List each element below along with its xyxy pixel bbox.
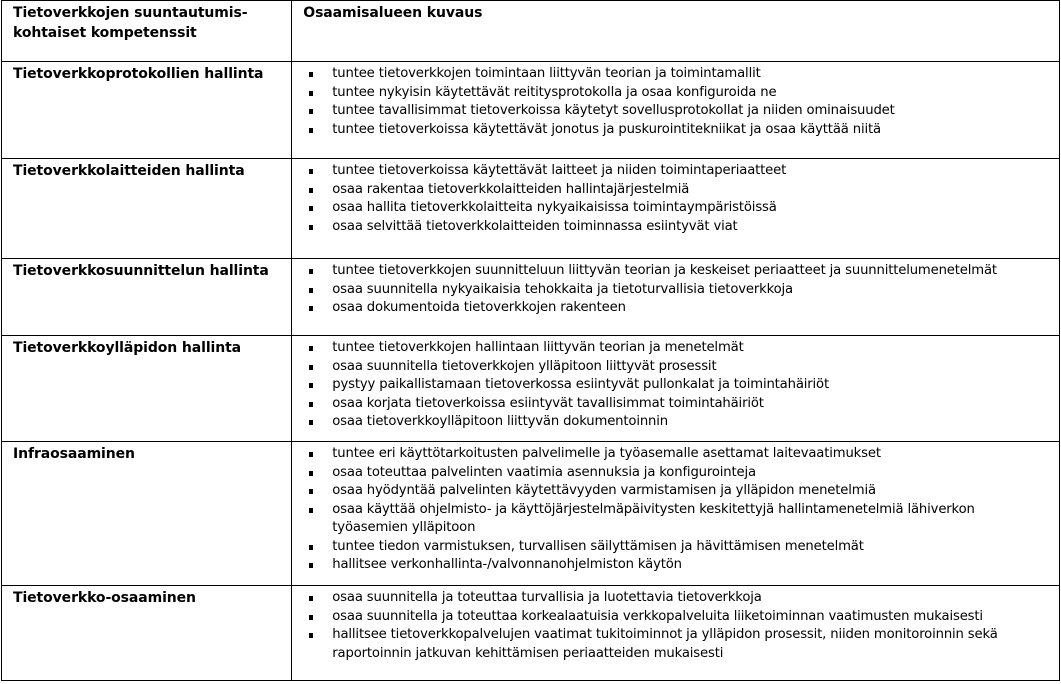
competence-cell	[2, 336, 292, 442]
bullet-icon	[309, 615, 313, 620]
item-text: tuntee tietoverkkojen hallintaan liittyvän teorian ja menetelmät	[332, 340, 744, 355]
table-row	[2, 586, 1060, 681]
list-item	[292, 464, 1059, 483]
competence-title: Tietoverkko-osaaminen	[13, 590, 196, 606]
list-item	[292, 102, 1059, 121]
list-item	[292, 445, 1059, 464]
item-text: osaa tietoverkkoylläpitoon liittyvän dokumentoinnin	[332, 414, 668, 429]
description-cell	[292, 586, 1060, 681]
table-row	[2, 442, 1060, 586]
bullet-icon	[309, 420, 313, 425]
bullet-icon	[309, 452, 313, 457]
competence-cell	[2, 586, 292, 681]
item-text: tuntee nykyisin käytettävät reititysprotokolla ja osaa konfiguroida ne	[332, 84, 777, 100]
header-cell-description	[292, 1, 1060, 62]
item-text: tuntee tavallisimmat tietoverkoissa käytetyt sovellusprotokollat ja niiden ominaisuudet	[332, 103, 895, 118]
bullet-icon	[309, 288, 313, 293]
list-item	[292, 299, 1059, 318]
item-text: osaa hyödyntää palvelinten käytettävyyden varmistamisen ja ylläpidon menetelmiä	[332, 483, 876, 498]
list-item	[292, 589, 1059, 608]
item-text: osaa korjata tietoverkoissa esiintyvät tavallisimmat toimintahäiriöt	[332, 395, 764, 411]
list-item	[292, 608, 1059, 627]
description-list	[292, 62, 1059, 139]
list-item	[292, 218, 1059, 237]
bullet-icon	[309, 402, 313, 407]
list-item	[292, 65, 1059, 84]
bullet-icon	[309, 188, 313, 193]
competence-title: Tietoverkkoprotokollien hallinta	[13, 66, 264, 82]
item-text: pystyy paikallistamaan tietoverkossa esiintyvät pullonkalat ja toimintahäiriöt	[332, 377, 829, 392]
bullet-icon	[309, 508, 313, 513]
item-text: osaa toteuttaa palvelinten vaatimia asennuksia ja konfigurointeja	[332, 464, 756, 480]
item-text: tuntee tietoverkkojen toimintaan liittyvän teorian ja toimintamallit	[332, 66, 761, 81]
bullet-icon	[309, 72, 313, 77]
item-text: osaa suunnitella ja toteuttaa korkealaatuisia verkkopalveluita liiketoiminnan vaatimusten mukaisesti	[332, 608, 983, 624]
item-text: osaa selvittää tietoverkkolaitteiden toiminnassa esiintyvät viat	[332, 218, 738, 234]
bullet-icon	[309, 306, 313, 311]
bullet-icon	[309, 269, 313, 274]
table-row	[2, 62, 1060, 159]
item-text: tuntee eri käyttötarkoitusten palvelimelle ja työasemalle asettamat laitevaatimukset	[332, 446, 881, 461]
competence-title: Tietoverkkosuunnittelun hallinta	[13, 263, 269, 279]
competence-title: Tietoverkkoylläpidon hallinta	[13, 340, 242, 356]
list-item	[292, 358, 1059, 377]
item-text: osaa dokumentoida tietoverkkojen rakenteen	[332, 300, 626, 315]
competence-cell	[2, 259, 292, 336]
bullet-icon	[309, 225, 313, 230]
header-competences: Tietoverkkojen suuntautumis-kohtaiset kompetenssit	[13, 5, 248, 41]
item-text: hallitsee verkonhallinta-/valvonnanohjelmiston käytön	[332, 557, 682, 572]
list-item	[292, 262, 1059, 281]
bullet-icon	[309, 346, 313, 351]
description-cell	[292, 336, 1060, 442]
list-item	[292, 121, 1059, 140]
bullet-icon	[309, 365, 313, 370]
list-item	[292, 199, 1059, 218]
list-item	[292, 162, 1059, 181]
bullet-icon	[309, 545, 313, 550]
bullet-icon	[309, 91, 313, 96]
list-item	[292, 413, 1059, 432]
list-item	[292, 84, 1059, 103]
list-item	[292, 395, 1059, 414]
item-text: osaa suunnitella tietoverkkojen ylläpitoon liittyvät prosessit	[332, 358, 717, 374]
list-item	[292, 181, 1059, 200]
description-list	[292, 259, 1059, 318]
list-item	[292, 281, 1059, 300]
bullet-icon	[309, 596, 313, 601]
description-list	[292, 586, 1059, 663]
header-cell-competences	[2, 1, 292, 62]
table-header-row	[2, 1, 1060, 62]
competence-title: Infraosaaminen	[13, 446, 135, 462]
item-text: osaa käyttää ohjelmisto- ja käyttöjärjestelmäpäivitysten keskitettyjä hallintamenetelmiä lähiverkon työasemien ylläpitoon	[332, 501, 975, 535]
item-text: hallitsee tietoverkkopalvelujen vaatimat tukitoiminnot ja ylläpidon prosessit, niiden monitoroinnin sekä raportoinnin jatkuvan kehittämisen periaatteiden mukaisesti	[332, 627, 998, 661]
description-cell	[292, 159, 1060, 259]
bullet-icon	[309, 633, 313, 638]
description-list	[292, 159, 1059, 236]
bullet-icon	[309, 128, 313, 133]
bullet-icon	[309, 206, 313, 211]
list-item	[292, 339, 1059, 358]
description-list	[292, 336, 1059, 432]
competence-cell	[2, 159, 292, 259]
header-description: Osaamisalueen kuvaus	[303, 5, 483, 21]
table-row	[2, 259, 1060, 336]
item-text: tuntee tiedon varmistuksen, turvallisen säilyttämisen ja hävittämisen menetelmät	[332, 538, 864, 554]
competency-table	[1, 0, 1060, 681]
list-item	[292, 482, 1059, 501]
bullet-icon	[309, 109, 313, 114]
competence-cell	[2, 62, 292, 159]
bullet-icon	[309, 169, 313, 174]
item-text: osaa hallita tietoverkkolaitteita nykyaikaisissa toimintaympäristöissä	[332, 200, 777, 215]
bullet-icon	[309, 471, 313, 476]
table-row	[2, 159, 1060, 259]
table-row	[2, 336, 1060, 442]
bullet-icon	[309, 489, 313, 494]
description-cell	[292, 62, 1060, 159]
bullet-icon	[309, 383, 313, 388]
bullet-icon	[309, 563, 313, 568]
list-item	[292, 556, 1059, 575]
list-item	[292, 501, 1059, 538]
list-item	[292, 538, 1059, 557]
description-list	[292, 442, 1059, 575]
item-text: tuntee tietoverkoissa käytettävät jonotus ja puskurointitekniikat ja osaa käyttää niitä	[332, 121, 881, 137]
competence-cell	[2, 442, 292, 586]
item-text: osaa suunnitella ja toteuttaa turvallisia ja luotettavia tietoverkkoja	[332, 590, 762, 605]
item-text: tuntee tietoverkkojen suunnitteluun liittyvän teorian ja keskeiset periaatteet ja suunnittelumenetelmät	[332, 263, 997, 278]
item-text: osaa rakentaa tietoverkkolaitteiden hallintajärjestelmiä	[332, 181, 690, 197]
competence-title: Tietoverkkolaitteiden hallinta	[13, 163, 245, 179]
list-item	[292, 626, 1059, 663]
description-cell	[292, 259, 1060, 336]
item-text: tuntee tietoverkoissa käytettävät laitteet ja niiden toimintaperiaatteet	[332, 163, 787, 178]
list-item	[292, 376, 1059, 395]
item-text: osaa suunnitella nykyaikaisia tehokkaita ja tietoturvallisia tietoverkkoja	[332, 281, 793, 297]
description-cell	[292, 442, 1060, 586]
